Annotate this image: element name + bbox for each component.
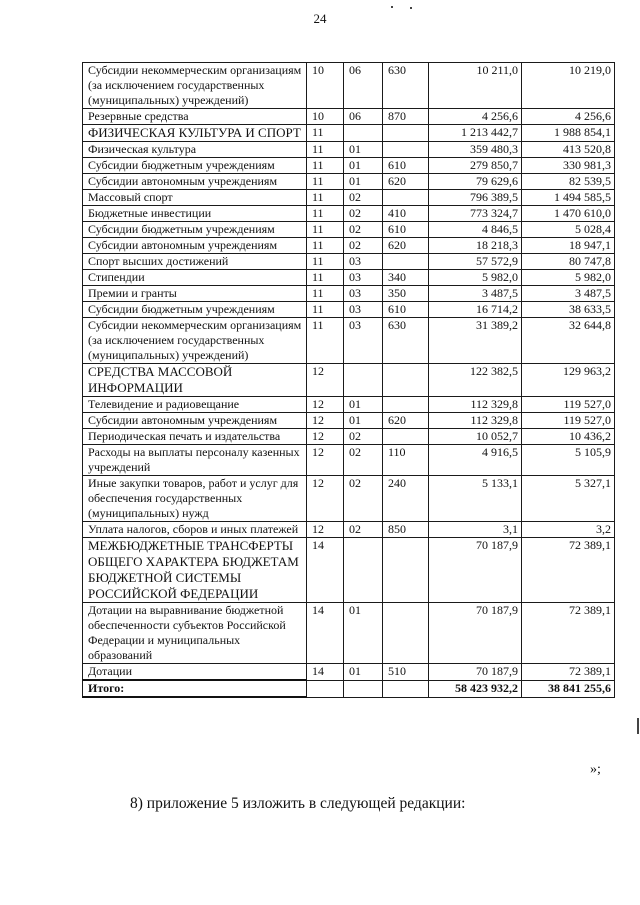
cell-name: Субсидии автономным учреждениям [83, 238, 307, 254]
table-row [83, 302, 615, 318]
cell-expense-type: 610 [383, 302, 429, 318]
cell-subsection-code [344, 364, 383, 397]
cell-subsection-code: 02 [344, 222, 383, 238]
cell-subsection-code: 06 [344, 109, 383, 125]
cell-expense-type: 610 [383, 158, 429, 174]
cell-section-code: 12 [307, 397, 344, 413]
table-total-row [83, 680, 615, 697]
table-row [83, 63, 615, 109]
cell-amount-year-2: 10 436,2 [522, 429, 615, 445]
cell-amount-year-1: 10 211,0 [429, 63, 522, 109]
cell-amount-year-2: 10 219,0 [522, 63, 615, 109]
cell-amount-year-1: 359 480,3 [429, 142, 522, 158]
cell-section-code: 11 [307, 174, 344, 190]
cell-subsection-code [344, 538, 383, 603]
cell-section-code: 11 [307, 158, 344, 174]
cell-expense-type: 410 [383, 206, 429, 222]
cell-expense-type: 620 [383, 238, 429, 254]
cell-section-code: 11 [307, 206, 344, 222]
cell-amount-year-2: 72 389,1 [522, 603, 615, 664]
budget-table-body [83, 63, 615, 698]
cell-section-code: 14 [307, 603, 344, 664]
table-row [83, 238, 615, 254]
cell-amount-year-1: 1 213 442,7 [429, 125, 522, 142]
cell-amount-year-1: 10 052,7 [429, 429, 522, 445]
table-row [83, 476, 615, 522]
cell-amount-year-1: 4 916,5 [429, 445, 522, 476]
cell-subsection-code: 03 [344, 302, 383, 318]
table-row [83, 429, 615, 445]
cell-name: Периодическая печать и издательства [83, 429, 307, 445]
cell-subsection-code: 02 [344, 429, 383, 445]
cell-amount-year-2: 80 747,8 [522, 254, 615, 270]
cell-name: ФИЗИЧЕСКАЯ КУЛЬТУРА И СПОРТ [83, 125, 307, 142]
cell-subsection-code: 06 [344, 63, 383, 109]
cell-section-code: 11 [307, 142, 344, 158]
cell-name: Уплата налогов, сборов и иных платежей [83, 522, 307, 538]
cell-name: Субсидии некоммерческим организациям (за исключением государственных (муниципальных) учреждений) [83, 63, 307, 109]
cell-amount-year-2: 129 963,2 [522, 364, 615, 397]
cell-expense-type [383, 429, 429, 445]
cell-section-code: 12 [307, 476, 344, 522]
cell-amount-year-1: 796 389,5 [429, 190, 522, 206]
cell-subsection-code: 03 [344, 254, 383, 270]
cell-section-code: 14 [307, 664, 344, 681]
cell-amount-year-2: 5 028,4 [522, 222, 615, 238]
cell-name: Итого: [83, 680, 307, 697]
cell-amount-year-2: 5 327,1 [522, 476, 615, 522]
cell-expense-type: 510 [383, 664, 429, 681]
cell-subsection-code: 03 [344, 286, 383, 302]
cell-name: Резервные средства [83, 109, 307, 125]
cell-amount-year-1: 3,1 [429, 522, 522, 538]
cell-subsection-code: 03 [344, 318, 383, 364]
cell-amount-year-1: 16 714,2 [429, 302, 522, 318]
table-row [83, 222, 615, 238]
table-row [83, 190, 615, 206]
table-row [83, 286, 615, 302]
table-row [83, 270, 615, 286]
cell-subsection-code: 02 [344, 445, 383, 476]
cell-name: Субсидии бюджетным учреждениям [83, 158, 307, 174]
cell-expense-type: 620 [383, 413, 429, 429]
table-row [83, 664, 615, 681]
cell-expense-type: 110 [383, 445, 429, 476]
cell-amount-year-2: 72 389,1 [522, 538, 615, 603]
table-row [83, 522, 615, 538]
cell-section-code: 12 [307, 429, 344, 445]
cell-section-code: 11 [307, 302, 344, 318]
cell-amount-year-2: 3,2 [522, 522, 615, 538]
table-row [83, 603, 615, 664]
cell-amount-year-1: 112 329,8 [429, 397, 522, 413]
cell-expense-type: 630 [383, 318, 429, 364]
cell-subsection-code: 02 [344, 206, 383, 222]
cell-section-code: 11 [307, 190, 344, 206]
table-row [83, 397, 615, 413]
cell-amount-year-2: 1 494 585,5 [522, 190, 615, 206]
cell-amount-year-1: 112 329,8 [429, 413, 522, 429]
cell-section-code: 11 [307, 318, 344, 364]
cell-expense-type [383, 397, 429, 413]
cell-name: Иные закупки товаров, работ и услуг для обеспечения государственных (муниципальных) нужд [83, 476, 307, 522]
cell-amount-year-1: 773 324,7 [429, 206, 522, 222]
cell-name: Дотации [83, 664, 307, 681]
table-row [83, 125, 615, 142]
cell-expense-type: 850 [383, 522, 429, 538]
cell-amount-year-1: 122 382,5 [429, 364, 522, 397]
cell-subsection-code [344, 680, 383, 697]
table-row [83, 538, 615, 603]
table-row [83, 413, 615, 429]
cell-subsection-code: 02 [344, 522, 383, 538]
scan-speck [410, 7, 412, 9]
cell-name: Массовый спорт [83, 190, 307, 206]
cell-section-code [307, 680, 344, 697]
cell-name: Субсидии бюджетным учреждениям [83, 222, 307, 238]
table-row [83, 254, 615, 270]
table-row [83, 109, 615, 125]
cell-name: Субсидии автономным учреждениям [83, 174, 307, 190]
cell-amount-year-1: 70 187,9 [429, 538, 522, 603]
cell-amount-year-1: 5 133,1 [429, 476, 522, 522]
cell-name: Физическая культура [83, 142, 307, 158]
cell-amount-year-2: 38 633,5 [522, 302, 615, 318]
cell-subsection-code: 01 [344, 397, 383, 413]
page-number: 24 [313, 11, 327, 26]
cell-amount-year-2: 38 841 255,6 [522, 680, 615, 697]
cell-section-code: 12 [307, 445, 344, 476]
cell-name: Расходы на выплаты персоналу казенных учреждений [83, 445, 307, 476]
cell-expense-type [383, 538, 429, 603]
cell-amount-year-1: 4 846,5 [429, 222, 522, 238]
cell-name: Стипендии [83, 270, 307, 286]
cell-subsection-code: 02 [344, 190, 383, 206]
cell-subsection-code: 02 [344, 476, 383, 522]
cell-expense-type: 350 [383, 286, 429, 302]
cell-amount-year-1: 279 850,7 [429, 158, 522, 174]
cell-section-code: 11 [307, 254, 344, 270]
cell-amount-year-2: 119 527,0 [522, 413, 615, 429]
cell-amount-year-2: 1 470 610,0 [522, 206, 615, 222]
table-row [83, 142, 615, 158]
cell-name: Бюджетные инвестиции [83, 206, 307, 222]
cell-subsection-code: 01 [344, 158, 383, 174]
cell-name: Субсидии бюджетным учреждениям [83, 302, 307, 318]
cell-section-code: 11 [307, 125, 344, 142]
cell-amount-year-2: 32 644,8 [522, 318, 615, 364]
cell-amount-year-2: 4 256,6 [522, 109, 615, 125]
cell-amount-year-1: 5 982,0 [429, 270, 522, 286]
cell-amount-year-1: 58 423 932,2 [429, 680, 522, 697]
cell-amount-year-1: 31 389,2 [429, 318, 522, 364]
closing-quote-mark: »; [590, 762, 601, 777]
cell-name: Субсидии некоммерческим организациям (за исключением государственных (муниципальных) учреждений) [83, 318, 307, 364]
cell-section-code: 11 [307, 222, 344, 238]
cell-expense-type [383, 125, 429, 142]
cell-expense-type: 630 [383, 63, 429, 109]
cell-section-code: 10 [307, 109, 344, 125]
cell-amount-year-1: 4 256,6 [429, 109, 522, 125]
cell-amount-year-1: 70 187,9 [429, 664, 522, 681]
cell-amount-year-1: 18 218,3 [429, 238, 522, 254]
table-row [83, 158, 615, 174]
cell-expense-type [383, 680, 429, 697]
cell-section-code: 11 [307, 270, 344, 286]
cell-section-code: 14 [307, 538, 344, 603]
cell-subsection-code [344, 125, 383, 142]
cell-amount-year-1: 79 629,6 [429, 174, 522, 190]
cell-amount-year-2: 72 389,1 [522, 664, 615, 681]
cell-expense-type [383, 254, 429, 270]
cell-amount-year-2: 5 105,9 [522, 445, 615, 476]
cell-name: Спорт высших достижений [83, 254, 307, 270]
table-row [83, 318, 615, 364]
scan-speck [637, 718, 639, 734]
cell-name: МЕЖБЮДЖЕТНЫЕ ТРАНСФЕРТЫ ОБЩЕГО ХАРАКТЕРА БЮДЖЕТАМ БЮДЖЕТНОЙ СИСТЕМЫ РОССИЙСКОЙ ФЕДЕРАЦИИ [83, 538, 307, 603]
cell-amount-year-2: 1 988 854,1 [522, 125, 615, 142]
cell-section-code: 11 [307, 286, 344, 302]
scan-speck [391, 6, 393, 8]
cell-amount-year-2: 82 539,5 [522, 174, 615, 190]
table-row [83, 174, 615, 190]
cell-amount-year-2: 18 947,1 [522, 238, 615, 254]
table-row [83, 206, 615, 222]
cell-subsection-code: 01 [344, 413, 383, 429]
table-row [83, 445, 615, 476]
cell-subsection-code: 03 [344, 270, 383, 286]
cell-name: Телевидение и радиовещание [83, 397, 307, 413]
cell-amount-year-2: 3 487,5 [522, 286, 615, 302]
cell-subsection-code: 01 [344, 174, 383, 190]
cell-amount-year-2: 119 527,0 [522, 397, 615, 413]
cell-expense-type: 620 [383, 174, 429, 190]
cell-name: Субсидии автономным учреждениям [83, 413, 307, 429]
cell-amount-year-2: 5 982,0 [522, 270, 615, 286]
cell-subsection-code: 01 [344, 603, 383, 664]
cell-section-code: 12 [307, 413, 344, 429]
budget-table [82, 62, 615, 698]
cell-subsection-code: 01 [344, 142, 383, 158]
cell-section-code: 12 [307, 364, 344, 397]
cell-expense-type [383, 142, 429, 158]
cell-name: Дотации на выравнивание бюджетной обеспеченности субъектов Российской Федерации и муниципальных образований [83, 603, 307, 664]
cell-expense-type [383, 364, 429, 397]
cell-section-code: 11 [307, 238, 344, 254]
cell-amount-year-2: 330 981,3 [522, 158, 615, 174]
cell-expense-type: 870 [383, 109, 429, 125]
cell-amount-year-1: 70 187,9 [429, 603, 522, 664]
cell-expense-type: 340 [383, 270, 429, 286]
cell-section-code: 10 [307, 63, 344, 109]
cell-subsection-code: 01 [344, 664, 383, 681]
cell-section-code: 12 [307, 522, 344, 538]
cell-name: Премии и гранты [83, 286, 307, 302]
cell-amount-year-1: 57 572,9 [429, 254, 522, 270]
cell-amount-year-2: 413 520,8 [522, 142, 615, 158]
cell-name: СРЕДСТВА МАССОВОЙ ИНФОРМАЦИИ [83, 364, 307, 397]
cell-amount-year-1: 3 487,5 [429, 286, 522, 302]
instruction-text: 8) приложение 5 изложить в следующей редакции: [130, 795, 466, 812]
cell-expense-type: 610 [383, 222, 429, 238]
cell-expense-type [383, 603, 429, 664]
cell-subsection-code: 02 [344, 238, 383, 254]
cell-expense-type: 240 [383, 476, 429, 522]
cell-expense-type [383, 190, 429, 206]
table-row [83, 364, 615, 397]
